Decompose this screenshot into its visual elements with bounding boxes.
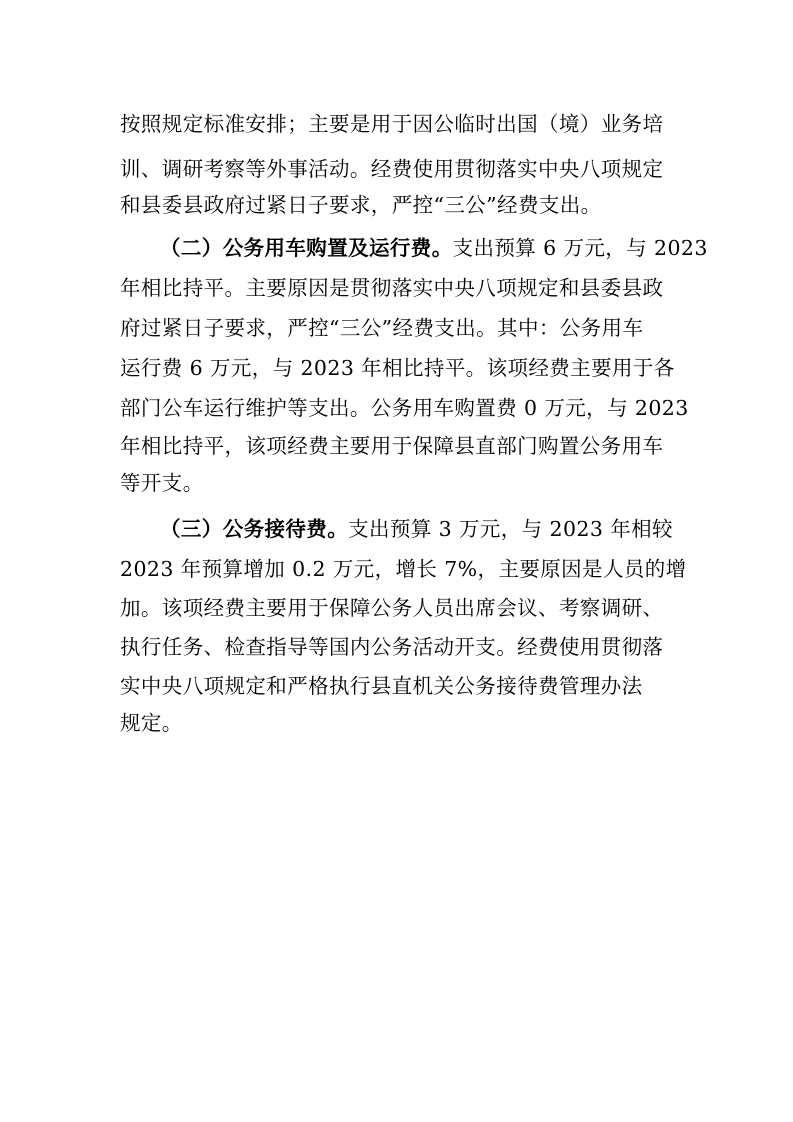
text-run: 府过紧日子要求，严控“三公”经费支出。其中：公务用车 [120, 316, 644, 340]
text-run: 加。该项经费主要用于保障公务人员出席会议、考察调研、 [120, 596, 664, 620]
text-run: 支出预算 6 万元，与 2023 [452, 236, 708, 260]
text-run: 支出预算 3 万元，与 2023 年相较 [348, 517, 673, 541]
section-heading-vehicle: （二）公务用车购置及运行费。 [160, 236, 453, 260]
text-run: 年相比持平，该项经费主要用于保障县直部门购置公务用车 [120, 434, 664, 458]
text-run: 规定。 [120, 711, 183, 735]
paragraph-2-line-7 [120, 470, 793, 496]
paragraph-3-line-5 [120, 673, 793, 699]
paragraph-2-line-5 [120, 395, 793, 421]
text-run: 和县委县政府过紧日子要求，严控“三公”经费支出。 [120, 193, 602, 217]
text-run: 运行费 6 万元，与 2023 年相比持平。该项经费主要用于各 [120, 356, 675, 380]
paragraph-3-line-3 [120, 595, 793, 621]
text-run: 按照规定标准安排；主要是用于因公临时出国（境）业务培 [120, 112, 664, 136]
paragraph-2-line-4 [120, 355, 793, 381]
paragraph-2-line-3 [120, 315, 793, 341]
paragraph-2-line-6 [120, 433, 793, 459]
paragraph-2-line-2 [120, 275, 793, 301]
text-run: 年相比持平。主要原因是贯彻落实中央八项规定和县委县政 [120, 276, 664, 300]
paragraph-3-line-1 [160, 516, 793, 542]
paragraph-3-line-4 [120, 634, 793, 660]
text-run: 实中央八项规定和严格执行县直机关公务接待费管理办法 [120, 674, 643, 698]
text-run: 部门公车运行维护等支出。公务用车购置费 0 万元，与 2023 [120, 396, 689, 420]
text-run: 训、调研考察等外事活动。经费使用贯彻落实中央八项规定 [120, 157, 664, 181]
paragraph-1-line-2 [120, 156, 793, 182]
paragraph-2-line-1 [160, 235, 793, 261]
paragraph-3-line-2 [120, 556, 793, 582]
paragraph-3-line-6 [120, 710, 793, 736]
text-run: 执行任务、检查指导等国内公务活动开支。经费使用贯彻落 [120, 635, 664, 659]
section-heading-reception: （三）公务接待费。 [160, 517, 349, 541]
paragraph-1-line-1 [120, 111, 793, 137]
text-run: 2023 年预算增加 0.2 万元，增长 7%，主要原因是人员的增 [120, 557, 687, 581]
text-run: 等开支。 [120, 471, 204, 495]
paragraph-1-line-3 [120, 192, 793, 218]
